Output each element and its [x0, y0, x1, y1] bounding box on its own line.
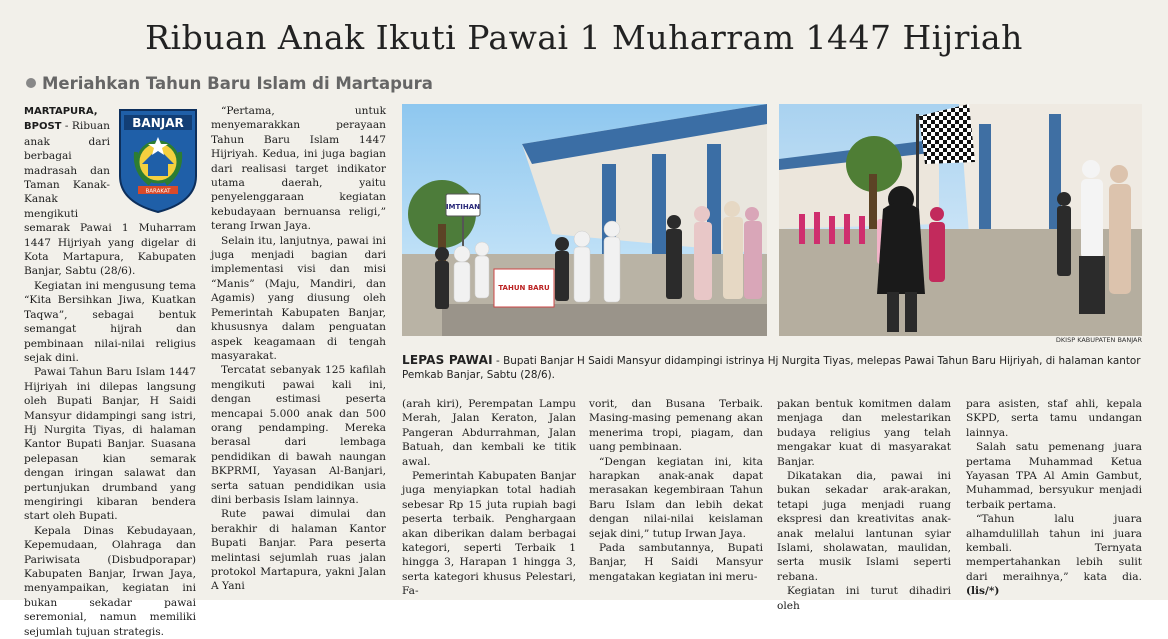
col6-para-2: Salah satu pemenang juara pertama Muhammad Ketua Yayasan TPA Al Amin Gambut, Muhammad, bersyukur menjadi terbaik pertama. [966, 441, 1142, 511]
col2-para-1: “Pertama, untuk menyemarakkan perayaan Tahun Baru Islam 1447 Hijriyah. Kedua, ini juga bagian dari realisasi target indikator utama daerah, yaitu penyelenggaraan kegiatan kebudayaan bernuansa religi,” terang Irwan Jaya. [211, 105, 386, 233]
article-column-1 [24, 104, 196, 638]
signoff: (lis/*) [966, 585, 1000, 598]
col4-para-2: “Dengan kegiatan ini, kita harapkan anak-anak dapat merasakan kegembiraan Tahun Baru Islam dan lebih dekat dengan nilai-nilai keislaman sejak dini,” tutup Irwan Jaya. [589, 455, 763, 540]
article-column-3 [402, 397, 576, 598]
article-column-5 [777, 397, 951, 612]
logo-top-text: BANJAR [132, 116, 184, 130]
col1-para-1-text: - Ribuan anak dari berbagai madrasah dan Taman Kanak-Kanak mengikuti semarak Pawai 1 Muharram 1447 Hijriyah yang digelar di Kota Martapura, Kabupaten Banjar, Sabtu (28/6). [24, 120, 196, 278]
col6-para-3-text: “Tahun lalu juara alhamdulillah tahun ini juara kembali. Ternyata mempertahankan lebih sulit dari meraihnya,” kata dia. [966, 513, 1142, 583]
article-column-6 [966, 397, 1142, 598]
col1-para-3: Pawai Tahun Baru Islam 1447 Hijriyah ini dilepas langsung oleh Bupati Banjar, H Saidi Mansyur didampingi sang istri, Hj Nurgita Tiyas, di halaman Kantor Bupati Banjar. Suasana pelepasan kian semarak dengan iringan salawat dan pertunjukan drumband yang mengiringi kibaran bendera start oleh Bupati. [24, 366, 196, 523]
col6-para-1: para asisten, staf ahli, kepala SKPD, serta tamu undangan lainnya. [966, 398, 1142, 439]
col3-para-1: (arah kiri), Perempatan Lampu Merah, Jalan Keraton, Jalan Pangeran Abdurrahman, Jalan Batuah, dan kembali ke titik awal. [402, 398, 576, 468]
banner-text: TAHUN BARU [498, 284, 550, 292]
col4-para-1: vorit, dan Busana Terbaik. Masing-masing pemenang akan menerima tropi, piagam, dan uang pembinaan. [589, 398, 763, 454]
headline: Ribuan Anak Ikuti Pawai 1 Muharram 1447 Hijriah [145, 18, 1023, 57]
subheadline [26, 74, 433, 93]
banjar-logo-wrap [116, 106, 200, 214]
col2-para-3: Tercatat sebanyak 125 kafilah mengikuti pawai kali ini, dengan estimasi peserta mencapai 5.000 anak dan 500 orang pendamping. Mereka berasal dari lembaga pendidikan di bawah naungan BKPRMI, Yayasan Al-Banjari, serta satuan pendidikan usia dini berbasis Islam lainnya. [211, 364, 386, 506]
col1-para-4: Kepala Dinas Kebudayaan, Kepemudaan, Olahraga dan Pariwisata (Disbudporapar) Kabupaten Banjar, Irwan Jaya, menyampaikan, kegiatan ini bukan sekadar pawai seremonial, namun memiliki sejumlah tujuan strategis. [24, 524, 196, 638]
caption-text: - Bupati Banjar H Saidi Mansyur didampingi istrinya Hj Nurgita Tiyas, melepas Pawai Tahun Baru Hijriyah, di halaman kantor Pemkab Banjar, Sabtu (28/6). [402, 355, 1141, 381]
col6-para-3 [966, 512, 1142, 598]
article-column-4 [589, 397, 763, 587]
article-column-2 [211, 104, 386, 593]
banjar-emblem-icon [116, 106, 200, 214]
col5-para-3: Kegiatan ini turut dihadiri oleh [777, 585, 951, 612]
photo-flag-start [779, 104, 1142, 336]
bullet-dot [26, 78, 36, 88]
col4-para-3: Pada sambutannya, Bupati Banjar, H Saidi Mansyur mengatakan kegiatan ini meru- [589, 542, 763, 583]
photo-procession [402, 104, 767, 336]
procession-photo-image [402, 104, 767, 336]
flag-start-photo-image [779, 104, 1142, 336]
photo-credit: DKISP KABUPATEN BANJAR [1055, 336, 1142, 344]
col5-para-1: pakan bentuk komitmen dalam menjaga dan melestarikan budaya religius yang telah mengakar kuat di masyarakat Banjar. [777, 398, 951, 468]
col3-para-2: Pemerintah Kabupaten Banjar juga menyiapkan total hadiah sebesar Rp 15 juta rupiah bagi peserta terbaik. Penghargaan akan diberikan dalam berbagai kategori, seperti Terbaik 1 hingga 3, Harapan 1 hingga 3, serta kategori khusus Pelestari, Fa- [402, 470, 576, 598]
imtihan-sign-text: IMTIHAN [445, 203, 481, 211]
col5-para-2: Dikatakan dia, pawai ini bukan sekadar arak-arakan, tetapi juga menjadi ruang ekspresi dan kreativitas anak-anak melalui lantunan syiar Islami, sholawatan, maulidan, serta musik Islami seperti rebana. [777, 470, 951, 583]
dateline: MARTAPURA, BPOST [24, 106, 98, 133]
col2-para-2: Selain itu, lanjutnya, pawai ini juga menjadi bagian dari implementasi visi dan misi “Manis” (Maju, Mandiri, dan Agamis) yang diusung oleh Pemerintah Kabupaten Banjar, khususnya dalam penguatan aspek keagamaan di tengah masyarakat. [211, 234, 386, 362]
subheadline-text: Meriahkan Tahun Baru Islam di Martapura [42, 74, 433, 93]
logo-band-text: BARAKAT [145, 188, 171, 195]
col1-para-2: Kegiatan ini mengusung tema “Kita Bersihkan Jiwa, Kuatkan Taqwa”, sebagai bentuk semangat hijrah dan pembinaan nilai-nilai religius sejak dini. [24, 279, 196, 364]
photo-caption [402, 353, 1146, 382]
col2-para-4: Rute pawai dimulai dan berakhir di halaman Kantor Bupati Banjar. Para peserta melintasi sejumlah ruas jalan protokol Martapura, yakni Jalan A Yani [211, 508, 386, 593]
caption-label: LEPAS PAWAI [402, 353, 493, 367]
